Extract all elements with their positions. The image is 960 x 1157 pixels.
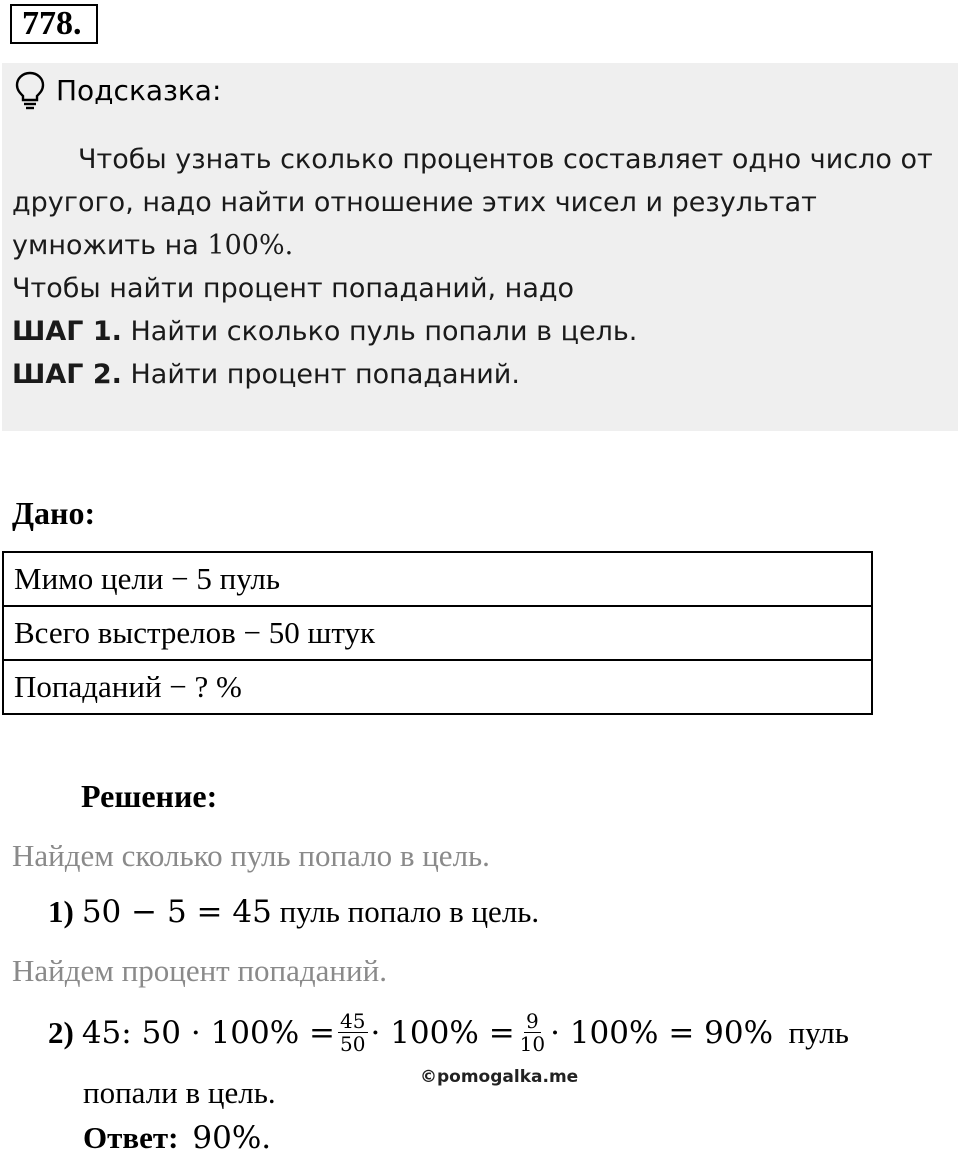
given-cell: Попаданий − ? % [3, 660, 872, 714]
step-1-expression: 50 − 5 = 45 [81, 894, 272, 930]
given-row [3, 660, 872, 714]
hint-title [14, 70, 221, 110]
hint-line-3 [12, 224, 952, 267]
hint-line-2: другого, надо найти отношение этих чисел и результат [12, 187, 817, 218]
fraction-9-10 [518, 1010, 547, 1055]
answer-value: 90%. [192, 1120, 272, 1156]
step-2-part-1: 45: 50 · 100% = [81, 1014, 336, 1051]
hint-line-3-text: умножить на [12, 230, 208, 261]
solution-step-2 [48, 1010, 849, 1055]
step-2-part-3: · 100% = 90% [550, 1014, 774, 1051]
hint-line-1: Чтобы узнать сколько процентов составляет одно число от [78, 144, 933, 175]
hint-line-3-math: 100%. [207, 230, 294, 261]
fraction-1-numerator: 45 [340, 1009, 366, 1033]
given-row [3, 552, 872, 606]
step-2-part-2: · 100% = [370, 1014, 515, 1051]
hint-step-1-label: ШАГ 1. [12, 316, 122, 347]
watermark: ©pomogalka.me [420, 1067, 579, 1087]
step-2-text: пуль [773, 1014, 849, 1050]
step-2-continuation: попали в цель. [83, 1075, 276, 1110]
lightbulb-icon [14, 70, 46, 110]
hint-step-1-text: Найти сколько пуль попали в цель. [121, 316, 638, 347]
solution-note-1: Найдем сколько пуль попало в цель. [12, 838, 490, 873]
hint-line-4: Чтобы найти процент попаданий, надо [12, 273, 575, 304]
solution-note-2: Найдем процент попаданий. [12, 953, 387, 988]
fraction-45-50 [338, 1010, 367, 1055]
given-label: Дано: [12, 495, 96, 531]
step-1-text: пуль попало в цель. [271, 894, 540, 929]
answer-label: Ответ: [83, 1120, 179, 1155]
solution-label: Решение: [81, 778, 218, 814]
given-row [3, 606, 872, 660]
fraction-2-denominator: 10 [519, 1032, 546, 1056]
step-1-number: 1) [48, 894, 74, 929]
given-cell: Мимо цели − 5 пуль [3, 552, 872, 606]
hint-step-2 [12, 353, 952, 396]
given-cell: Всего выстрелов − 50 штук [3, 606, 872, 660]
answer [83, 1120, 271, 1156]
fraction-1-denominator: 50 [340, 1032, 366, 1056]
given-table [2, 551, 873, 715]
hint-title-text: Подсказка: [56, 73, 222, 107]
solution-step-1 [48, 894, 539, 930]
problem-number: 778. [10, 4, 98, 44]
fraction-2-numerator: 9 [526, 1009, 539, 1033]
hint-step-2-label: ШАГ 2. [12, 359, 122, 390]
hint-step-1 [12, 310, 952, 353]
hint-step-2-text: Найти процент попаданий. [121, 359, 520, 390]
step-2-number: 2) [48, 1014, 74, 1050]
hint-text [12, 138, 952, 396]
